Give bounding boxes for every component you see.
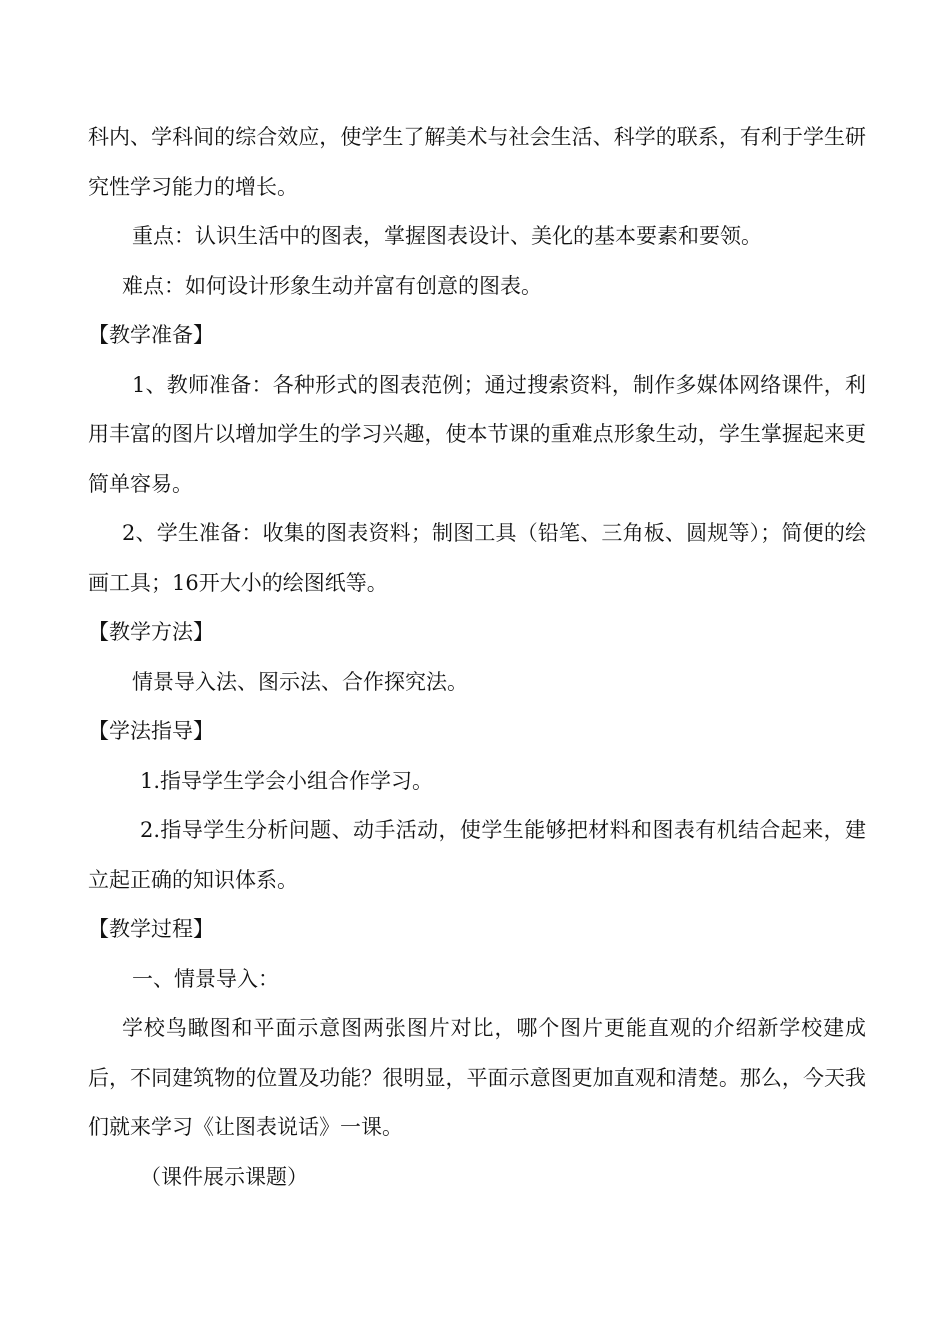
section-heading-teaching-methods: 【教学方法】 (88, 620, 214, 644)
paragraph-key-points: 重点：认识生活中的图表，掌握图表设计、美化的基本要素和要领。 (132, 224, 762, 248)
document-body (88, 113, 866, 1202)
section-heading-teaching-process: 【教学过程】 (88, 917, 214, 941)
section-heading-teaching-preparation: 【教学准备】 (88, 323, 214, 347)
paragraph-student-preparation: 2、学生准备：收集的图表资料；制图工具（铅笔、三角板、圆规等）；简便的绘画工具；16开大小的绘图纸等。 (88, 521, 866, 595)
paragraph-scenario-intro: 学校鸟瞰图和平面示意图两张图片对比，哪个图片更能直观的介绍新学校建成后，不同建筑物的位置及功能？很明显，平面示意图更加直观和清楚。那么，今天我们就来学习《让图表说话》一课。 (88, 1016, 866, 1139)
section-heading-learning-guidance: 【学法指导】 (88, 719, 214, 743)
paragraph-teaching-methods: 情景导入法、图示法、合作探究法。 (132, 669, 468, 694)
paragraph-guidance-1: 1.指导学生学会小组合作学习。 (140, 768, 434, 793)
paragraph-teacher-preparation: 1、教师准备：各种形式的图表范例；通过搜索资料，制作多媒体网络课件，利用丰富的图片以增加学生的学习兴趣，使本节课的重难点形象生动，学生掌握起来更简单容易。 (88, 372, 866, 496)
paragraph-scenario-intro-heading: 一、情景导入： (132, 966, 279, 991)
paragraph-courseware-note: （课件展示课题） (140, 1164, 308, 1189)
paragraph-difficult-points: 难点：如何设计形象生动并富有创意的图表。 (122, 273, 542, 298)
paragraph-guidance-2: 2.指导学生分析问题、动手活动，使学生能够把材料和图表有机结合起来，建立起正确的知识体系。 (88, 818, 866, 892)
paragraph-intro-continuation: 科内、学科间的综合效应，使学生了解美术与社会生活、科学的联系，有利于学生研究性学习能力的增长。 (88, 125, 866, 199)
